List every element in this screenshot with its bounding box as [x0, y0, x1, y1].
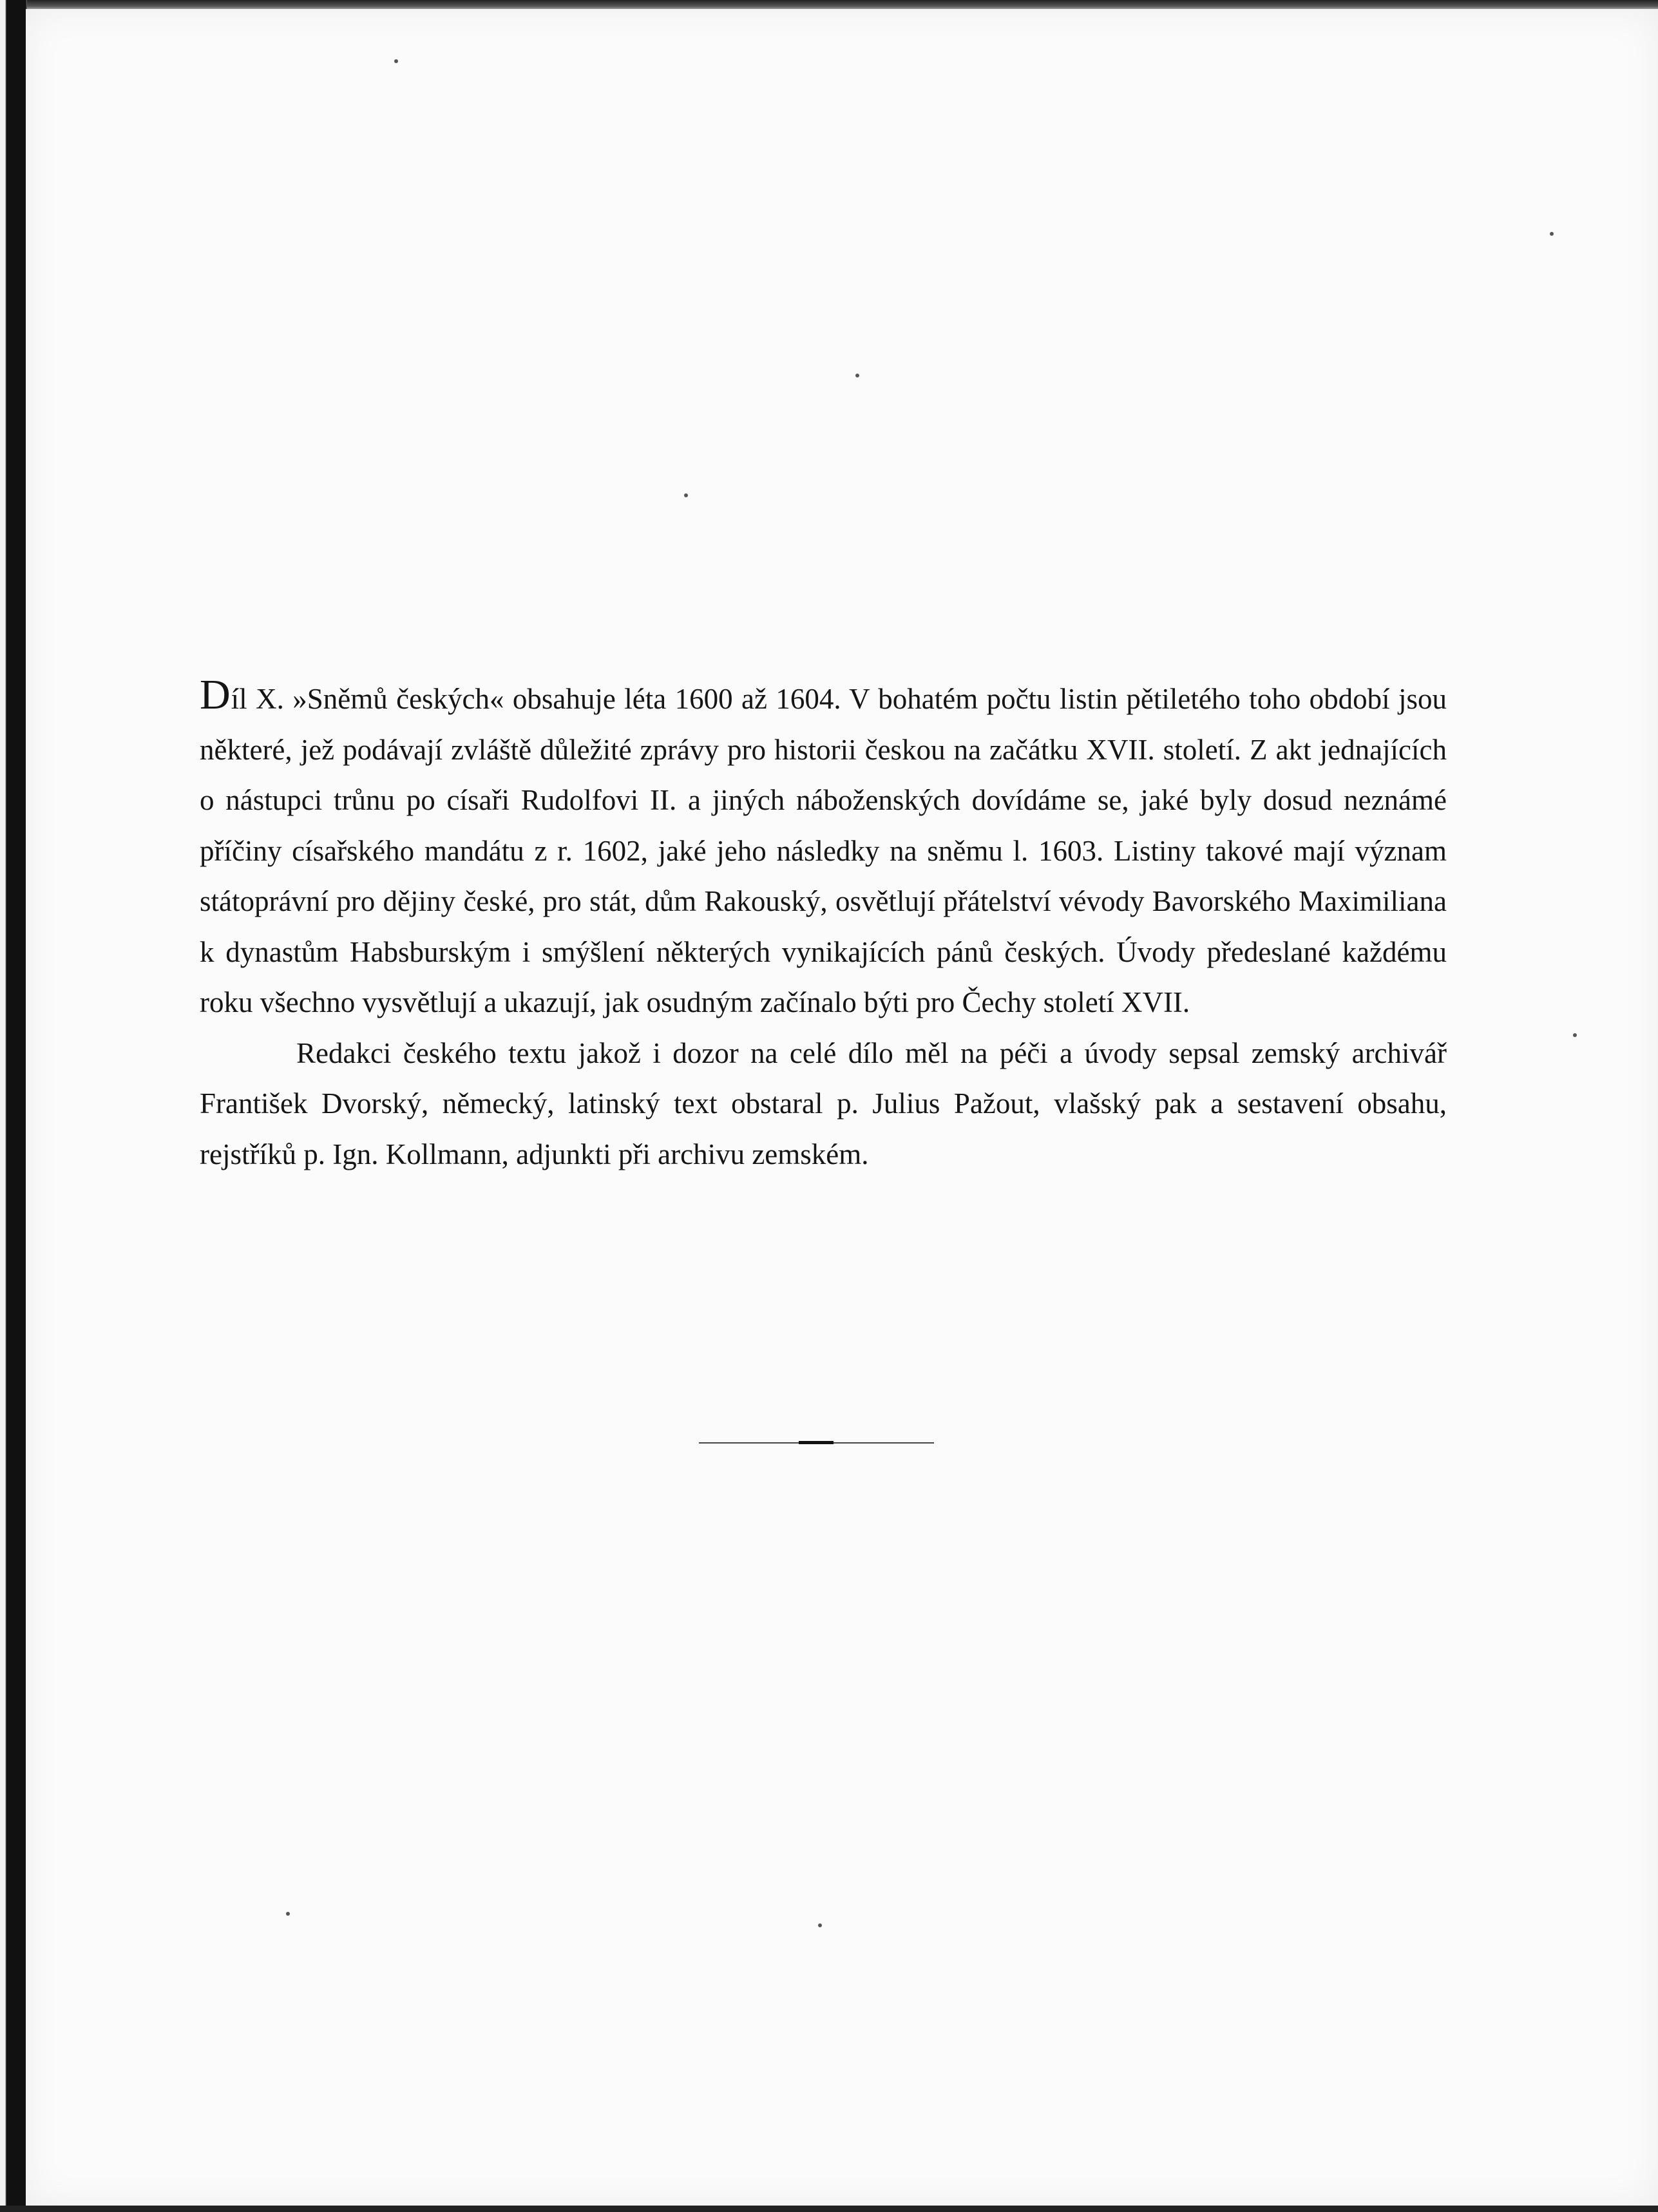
- scan-speck: [394, 59, 398, 63]
- scan-bottom-edge: [0, 2206, 1658, 2212]
- scan-speck: [1573, 1033, 1577, 1037]
- scan-speck: [286, 1912, 290, 1916]
- paragraph-1: [200, 670, 1447, 1028]
- paragraph-2: Redakci českého textu jakož i dozor na celé dílo měl na péči a úvody sepsal zemský archivář František Dvorský, německý, latinský text obstaral p. Julius Pažout, vlašský pak a sestavení obsahu, rejstříků p. Ign. Kollmann, adjunkti při archivu zemském.: [200, 1036, 1447, 1170]
- dropcap: D: [200, 671, 231, 718]
- scan-speck: [1550, 232, 1554, 236]
- scan-left-edge: [0, 0, 27, 2212]
- paragraph-1-text: íl X. »Sněmů českých« obsahuje léta 1600 až 1604. V bohatém počtu listin pětiletého toho období jsou některé, jež podávají zvláště důležité zprávy pro historii českou na začátku XVII. století. Z akt jednajících o nástupci trůnu po císaři Rudolfovi II. a jiných náboženských dovídáme se, jaké byly dosud neznámé příčiny císařského mandátu z r. 1602, jaké jeho následky na sněmu l. 1603. Listiny takové mají význam státoprávní pro dějiny české, pro stát, dům Rakouský, osvětlují přátelství vévody Bavorského Maximiliana k dynastům Habsburským i smýšlení některých vynikajících pánů českých. Úvody předeslané každému roku všechno vysvětlují a ukazují, jak osudným začínalo býti pro Čechy století XVII.: [200, 683, 1447, 1018]
- scan-speck: [684, 493, 688, 497]
- scan-speck: [818, 1923, 822, 1927]
- closing-rule-ornament: [799, 1441, 834, 1444]
- document-body: [200, 670, 1447, 1179]
- scan-speck: [855, 374, 859, 377]
